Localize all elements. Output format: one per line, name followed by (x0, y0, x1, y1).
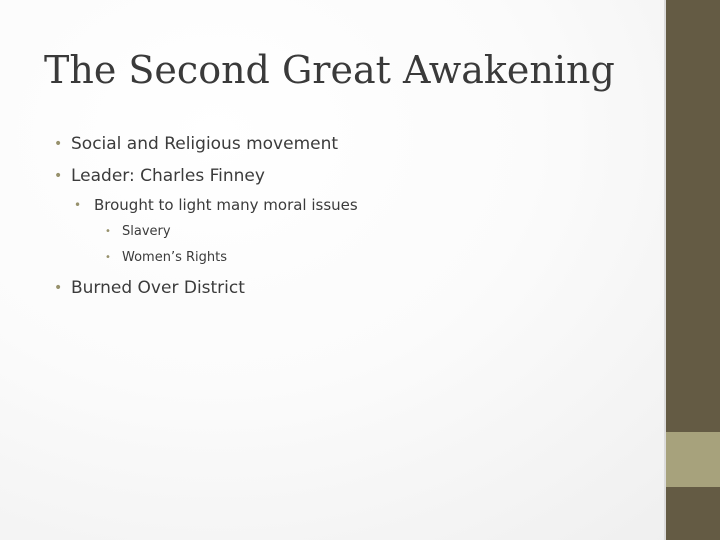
sub-sub-bullet-item (105, 224, 171, 240)
bullet-icon: • (54, 280, 63, 296)
bullet-item (54, 278, 245, 298)
bullet-icon: • (105, 226, 111, 237)
bullet-text: Social and Religious movement (71, 134, 339, 154)
bullet-icon: • (54, 136, 63, 152)
sidebar-accent-band (666, 432, 720, 487)
sub-sub-bullet-item (105, 250, 227, 266)
bullet-icon: • (54, 168, 63, 184)
slide-title: The Second Great Awakening (44, 48, 615, 92)
bullet-icon: • (105, 252, 111, 263)
bullet-item (54, 166, 265, 186)
bullet-icon: • (74, 198, 82, 212)
sub-bullet-item (74, 196, 358, 214)
bullet-item (54, 134, 339, 154)
bullet-text: Burned Over District (71, 278, 245, 298)
bullet-text: Leader: Charles Finney (71, 166, 265, 186)
bullet-text: Women’s Rights (122, 250, 227, 265)
bullet-text: Brought to light many moral issues (94, 196, 358, 214)
bullet-text: Slavery (122, 224, 171, 239)
